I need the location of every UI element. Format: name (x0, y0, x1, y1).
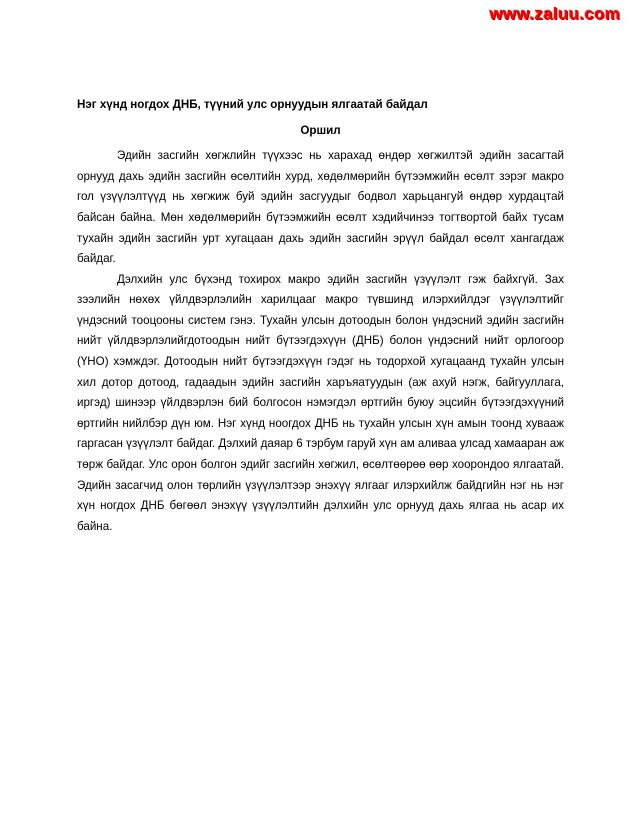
section-heading: Оршил (300, 124, 341, 138)
site-watermark: www.zaluu.com (489, 4, 620, 23)
paragraph-2: Дэлхийн улс бүхэнд тохирох макро эдийн засгийн үзүүлэлт гэж байхгүй. Зах зээлийн нөхөх үйлдвэрлэлийн харилцааг макро түвшинд илэрхийлдэг үзүүлэлтийг үндэсний тооцооны систем гэнэ. Тухайн улсын дотоодын болон үндэсний эдийн засгийн нийт үйлдвэрлэлийгдотоодын нийт бүтээгдэхүүн (ДНБ) болон үндэсний нийт орлогоор (ҮНО) хэмждэг. Дотоодын нийт бүтээгдэхүүн гэдэг нь тодорхой хугацаанд тухайн улсын хил дотор дотоод, гадаадын эдийн засгийн харъяатуудын (аж ахуй нэгж, байгууллага, иргэд) шинээр үйлдвэрлэн бий болгосон нэмэгдэл өртгийн буюу эцсийн бүтээгдэхүүний өртгийн нийлбэр дүн юм. Нэг хүнд ноогдох ДНБ нь тухайн улсын хүн амын тоонд хувааж гаргасан үзүүлэлт байдаг. Дэлхий даяар 6 тэрбум гаруй хүн ам аливаа улсад хамааран аж төрж байдаг. Улс орон болгон эдийг засгийн хөгжил, өсөлтөөрөө өөр хоорондоо ялгаатай. Эдийн засагчид олон төрлийн үзүүлэлтээр энэхүү ялгааг илэрхийлж байдгийн нэг нь нэг хүн ногдох ДНБ бөгөөл энэхүү үзүүлэлтийн дэлхийн улс орнууд дахь ялгаа нь асар их байна. (77, 272, 564, 533)
paragraph-1: Эдийн засгийн хөгжлийн түүхээс нь харахад өндөр хөгжилтэй эдийн засагтай орнууд дахь эдийн засгийн өсөлтийн хурд, хөдөлмөрийн бүтээмжийн өсөлт зэрэг макро гол үзүүлэлтүүд нь хөгжиж буй эдийн засгуудыг бодвол харьцангуй өндөр хурдацтай байсан байна. Мөн хөдөлмөрийн бүтээмжийн өсөлт хэдийчинээ тогтвортой байх тусам тухайн эдийн засгийн урт хугацаан дахь эдийн засгийн эрүүл байдал өсөлт хангагдаж байдаг. (77, 149, 564, 266)
document-page (77, 97, 564, 537)
document-title: Нэг хүнд ногдох ДНБ, түүний улс орнуудын ялгаатай байдал (77, 98, 428, 111)
